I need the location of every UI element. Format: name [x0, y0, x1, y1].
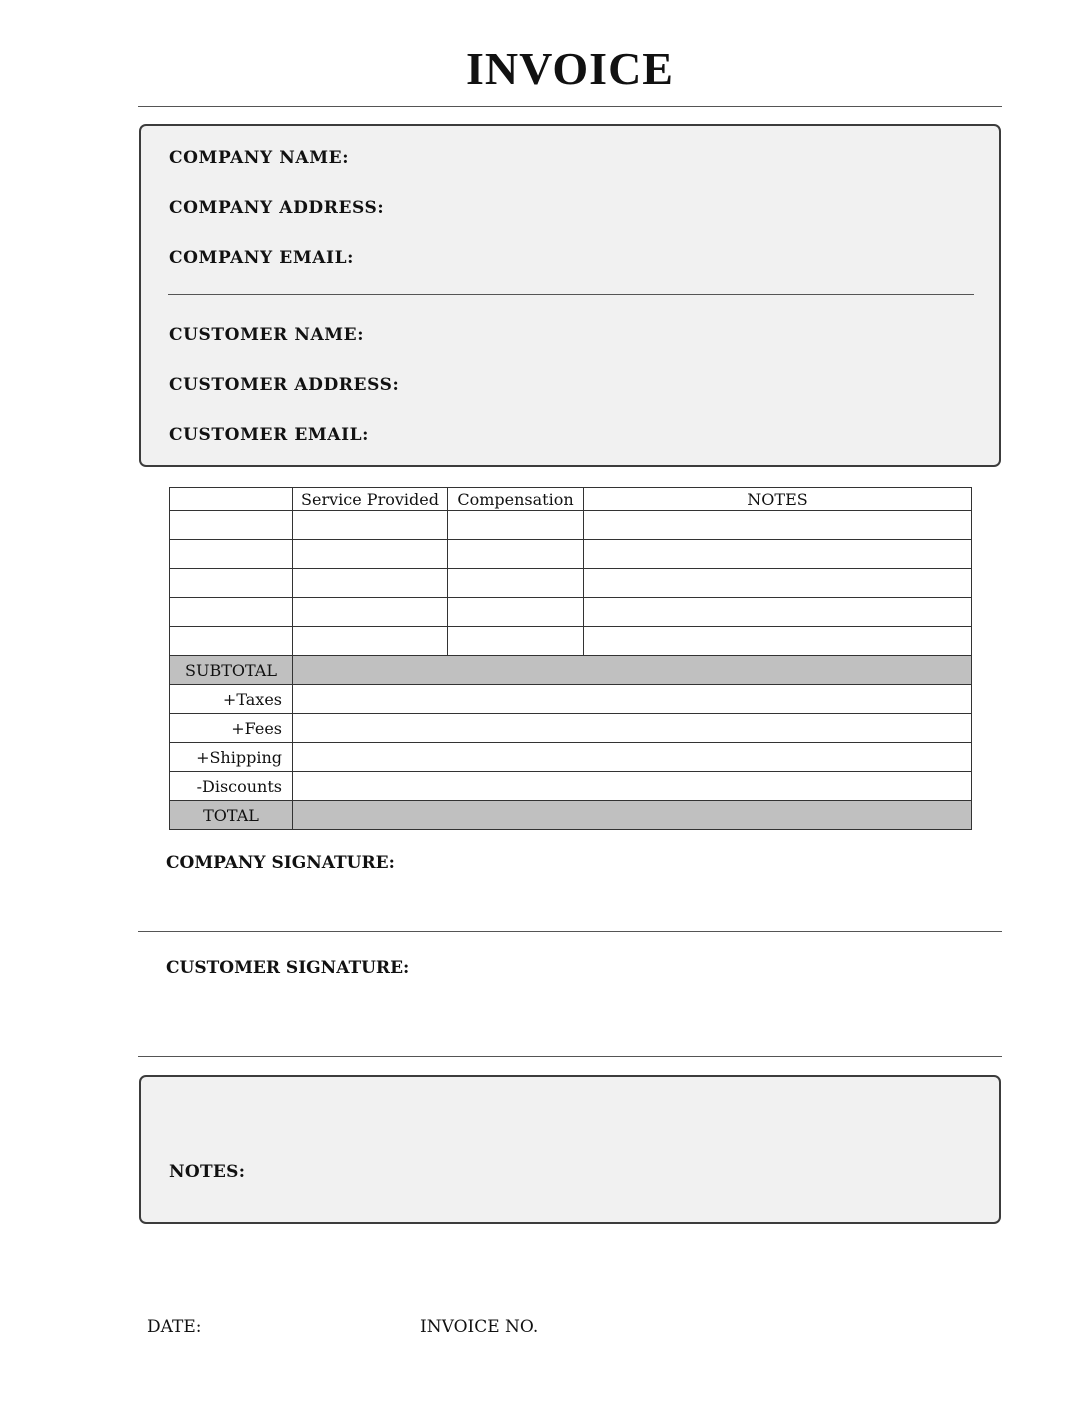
company-email-label: COMPANY EMAIL:	[169, 248, 355, 268]
notes-box[interactable]	[139, 1075, 1001, 1224]
table-cell[interactable]	[584, 511, 972, 540]
table-row	[170, 598, 972, 627]
table-cell[interactable]	[584, 540, 972, 569]
table-header-notes: NOTES	[584, 488, 972, 511]
table-row	[170, 627, 972, 656]
table-cell[interactable]	[293, 540, 448, 569]
shipping-label: +Shipping	[170, 743, 293, 772]
table-cell[interactable]	[293, 627, 448, 656]
company-signature-label: COMPANY SIGNATURE:	[166, 853, 395, 873]
company-address-label: COMPANY ADDRESS:	[169, 198, 385, 218]
customer-signature-line[interactable]	[138, 1056, 1002, 1057]
date-label: DATE:	[147, 1317, 202, 1337]
table-cell[interactable]	[448, 598, 584, 627]
table-cell[interactable]	[170, 627, 293, 656]
subtotal-value[interactable]	[293, 656, 972, 685]
invoice-title: INVOICE	[465, 43, 674, 94]
table-cell[interactable]	[293, 569, 448, 598]
table-cell[interactable]	[170, 540, 293, 569]
invoice-table	[169, 487, 972, 830]
table-row	[170, 569, 972, 598]
table-row	[170, 540, 972, 569]
total-label: TOTAL	[170, 801, 293, 830]
parties-divider	[168, 294, 974, 295]
fees-value[interactable]	[293, 714, 972, 743]
shipping-row	[170, 743, 972, 772]
parties-box	[139, 124, 1001, 467]
invoice-number-label: INVOICE NO.	[420, 1317, 539, 1337]
table-cell[interactable]	[448, 627, 584, 656]
taxes-value[interactable]	[293, 685, 972, 714]
table-cell[interactable]	[448, 511, 584, 540]
fees-label: +Fees	[170, 714, 293, 743]
table-cell[interactable]	[170, 598, 293, 627]
table-cell[interactable]	[448, 569, 584, 598]
customer-address-label: CUSTOMER ADDRESS:	[169, 375, 400, 395]
table-cell[interactable]	[584, 598, 972, 627]
table-cell[interactable]	[293, 511, 448, 540]
fees-row	[170, 714, 972, 743]
taxes-label: +Taxes	[170, 685, 293, 714]
title-divider	[138, 106, 1002, 107]
table-header-row	[170, 488, 972, 511]
customer-signature-label: CUSTOMER SIGNATURE:	[166, 958, 410, 978]
table-header-cell	[170, 488, 293, 511]
company-signature-line[interactable]	[138, 931, 1002, 932]
discounts-label: -Discounts	[170, 772, 293, 801]
taxes-row	[170, 685, 972, 714]
table-cell[interactable]	[448, 540, 584, 569]
customer-name-label: CUSTOMER NAME:	[169, 325, 365, 345]
subtotal-label: SUBTOTAL	[170, 656, 293, 685]
table-cell[interactable]	[584, 627, 972, 656]
subtotal-row	[170, 656, 972, 685]
discounts-value[interactable]	[293, 772, 972, 801]
table-cell[interactable]	[170, 511, 293, 540]
shipping-value[interactable]	[293, 743, 972, 772]
company-name-label: COMPANY NAME:	[169, 148, 350, 168]
table-header-compensation: Compensation	[448, 488, 584, 511]
table-row	[170, 511, 972, 540]
total-row	[170, 801, 972, 830]
table-cell[interactable]	[170, 569, 293, 598]
table-header-service: Service Provided	[293, 488, 448, 511]
notes-label: NOTES:	[169, 1162, 246, 1182]
discounts-row	[170, 772, 972, 801]
table-cell[interactable]	[584, 569, 972, 598]
table-cell[interactable]	[293, 598, 448, 627]
customer-email-label: CUSTOMER EMAIL:	[169, 425, 370, 445]
total-value[interactable]	[293, 801, 972, 830]
